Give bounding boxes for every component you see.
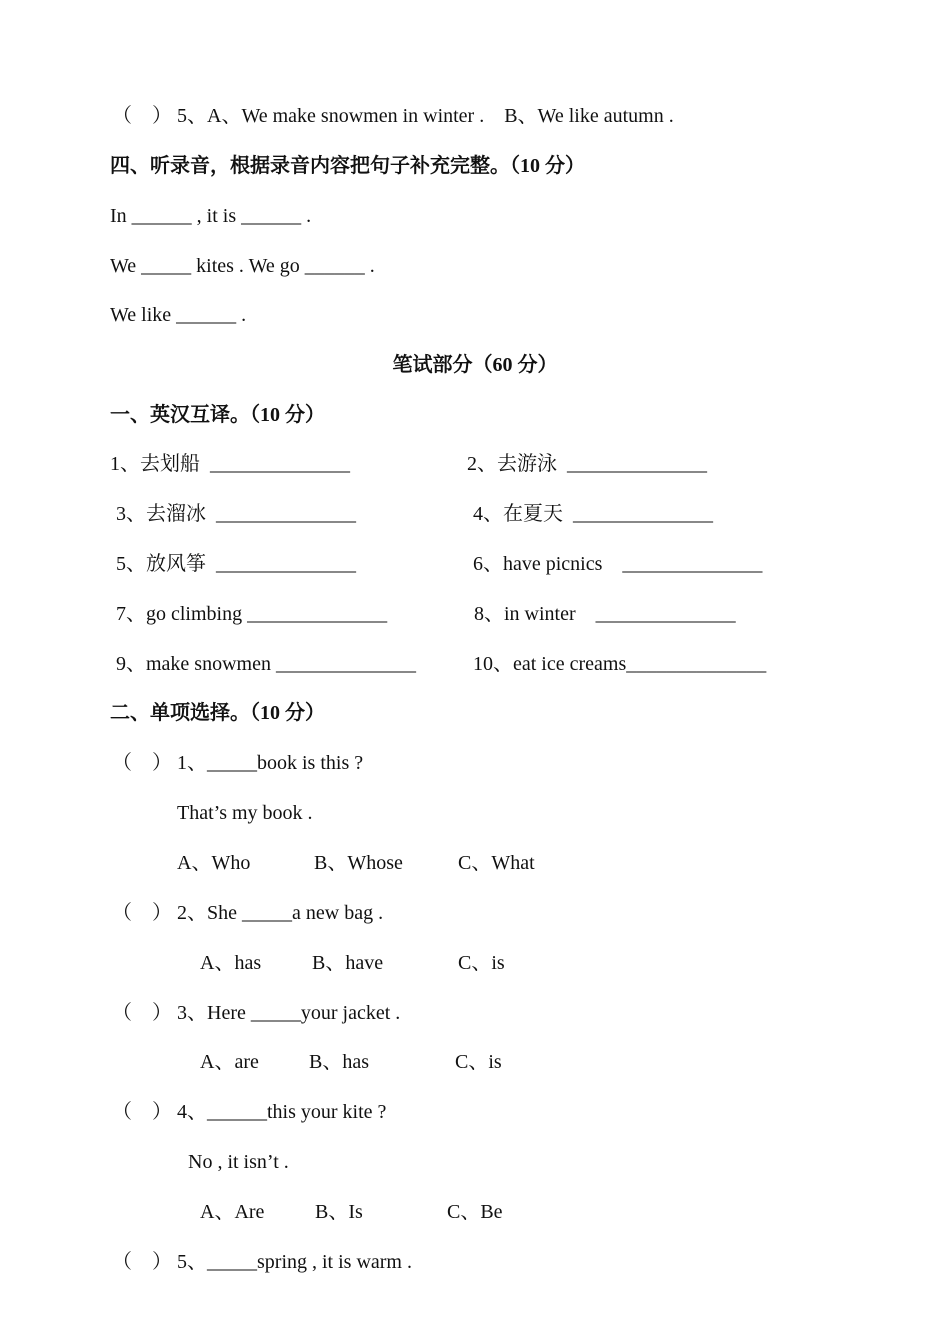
fill-line-3: We like ______ .	[110, 304, 247, 326]
answer-bracket: （ ）	[112, 752, 172, 774]
option-a: A、Who	[177, 852, 251, 874]
translation-item-2: 2、去游泳 ______________	[467, 453, 707, 475]
option-b: B、Is	[315, 1201, 363, 1223]
choice-question-5: 5、_____spring , it is warm .	[177, 1251, 412, 1273]
answer-bracket: （ ）	[112, 1251, 172, 1273]
choice-question-1: 1、_____book is this ?	[177, 752, 364, 774]
question-1-reply: That’s my book .	[177, 802, 313, 824]
translation-item-5: 5、放风筝 ______________	[116, 553, 356, 575]
translation-item-3: 3、去溜冰 ______________	[116, 503, 356, 525]
section2-heading: 二、单项选择。（10 分）	[110, 702, 325, 724]
option-b: B、Whose	[314, 852, 403, 874]
translation-item-1: 1、去划船 ______________	[110, 453, 350, 475]
listening-question-5: 5、A、We make snowmen in winter . B、We like autumn .	[177, 105, 674, 127]
answer-bracket: （ ）	[112, 105, 172, 127]
translation-item-10: 10、eat ice creams______________	[473, 653, 767, 675]
option-c: C、is	[455, 1051, 502, 1073]
choice-question-2: 2、She _____a new bag .	[177, 902, 384, 924]
fill-line-1: In ______ , it is ______ .	[110, 205, 312, 227]
choice-question-4: 4、______this your kite ?	[177, 1101, 387, 1123]
written-part-title: 笔试部分（60 分）	[392, 354, 558, 376]
option-b: B、has	[309, 1051, 369, 1073]
option-a: A、Are	[200, 1201, 265, 1223]
option-a: A、has	[200, 952, 262, 974]
translation-item-4: 4、在夏天 ______________	[473, 503, 713, 525]
answer-bracket: （ ）	[112, 902, 172, 924]
translation-item-7: 7、go climbing ______________	[116, 603, 388, 625]
question-4-reply: No , it isn’t .	[188, 1151, 289, 1173]
translation-item-9: 9、make snowmen ______________	[116, 653, 416, 675]
option-c: C、is	[458, 952, 505, 974]
option-b: B、have	[312, 952, 384, 974]
answer-bracket: （ ）	[112, 1002, 172, 1024]
section1-heading: 一、英汉互译。（10 分）	[110, 404, 325, 426]
option-a: A、are	[200, 1051, 259, 1073]
option-c: C、Be	[447, 1201, 503, 1223]
option-c: C、What	[458, 852, 535, 874]
translation-item-6: 6、have picnics ______________	[473, 553, 763, 575]
answer-bracket: （ ）	[112, 1101, 172, 1123]
fill-line-2: We _____ kites . We go ______ .	[110, 255, 375, 277]
choice-question-3: 3、Here _____your jacket .	[177, 1002, 401, 1024]
section4-heading: 四、听录音，根据录音内容把句子补充完整。（10 分）	[110, 155, 585, 177]
translation-item-8: 8、in winter ______________	[474, 603, 736, 625]
